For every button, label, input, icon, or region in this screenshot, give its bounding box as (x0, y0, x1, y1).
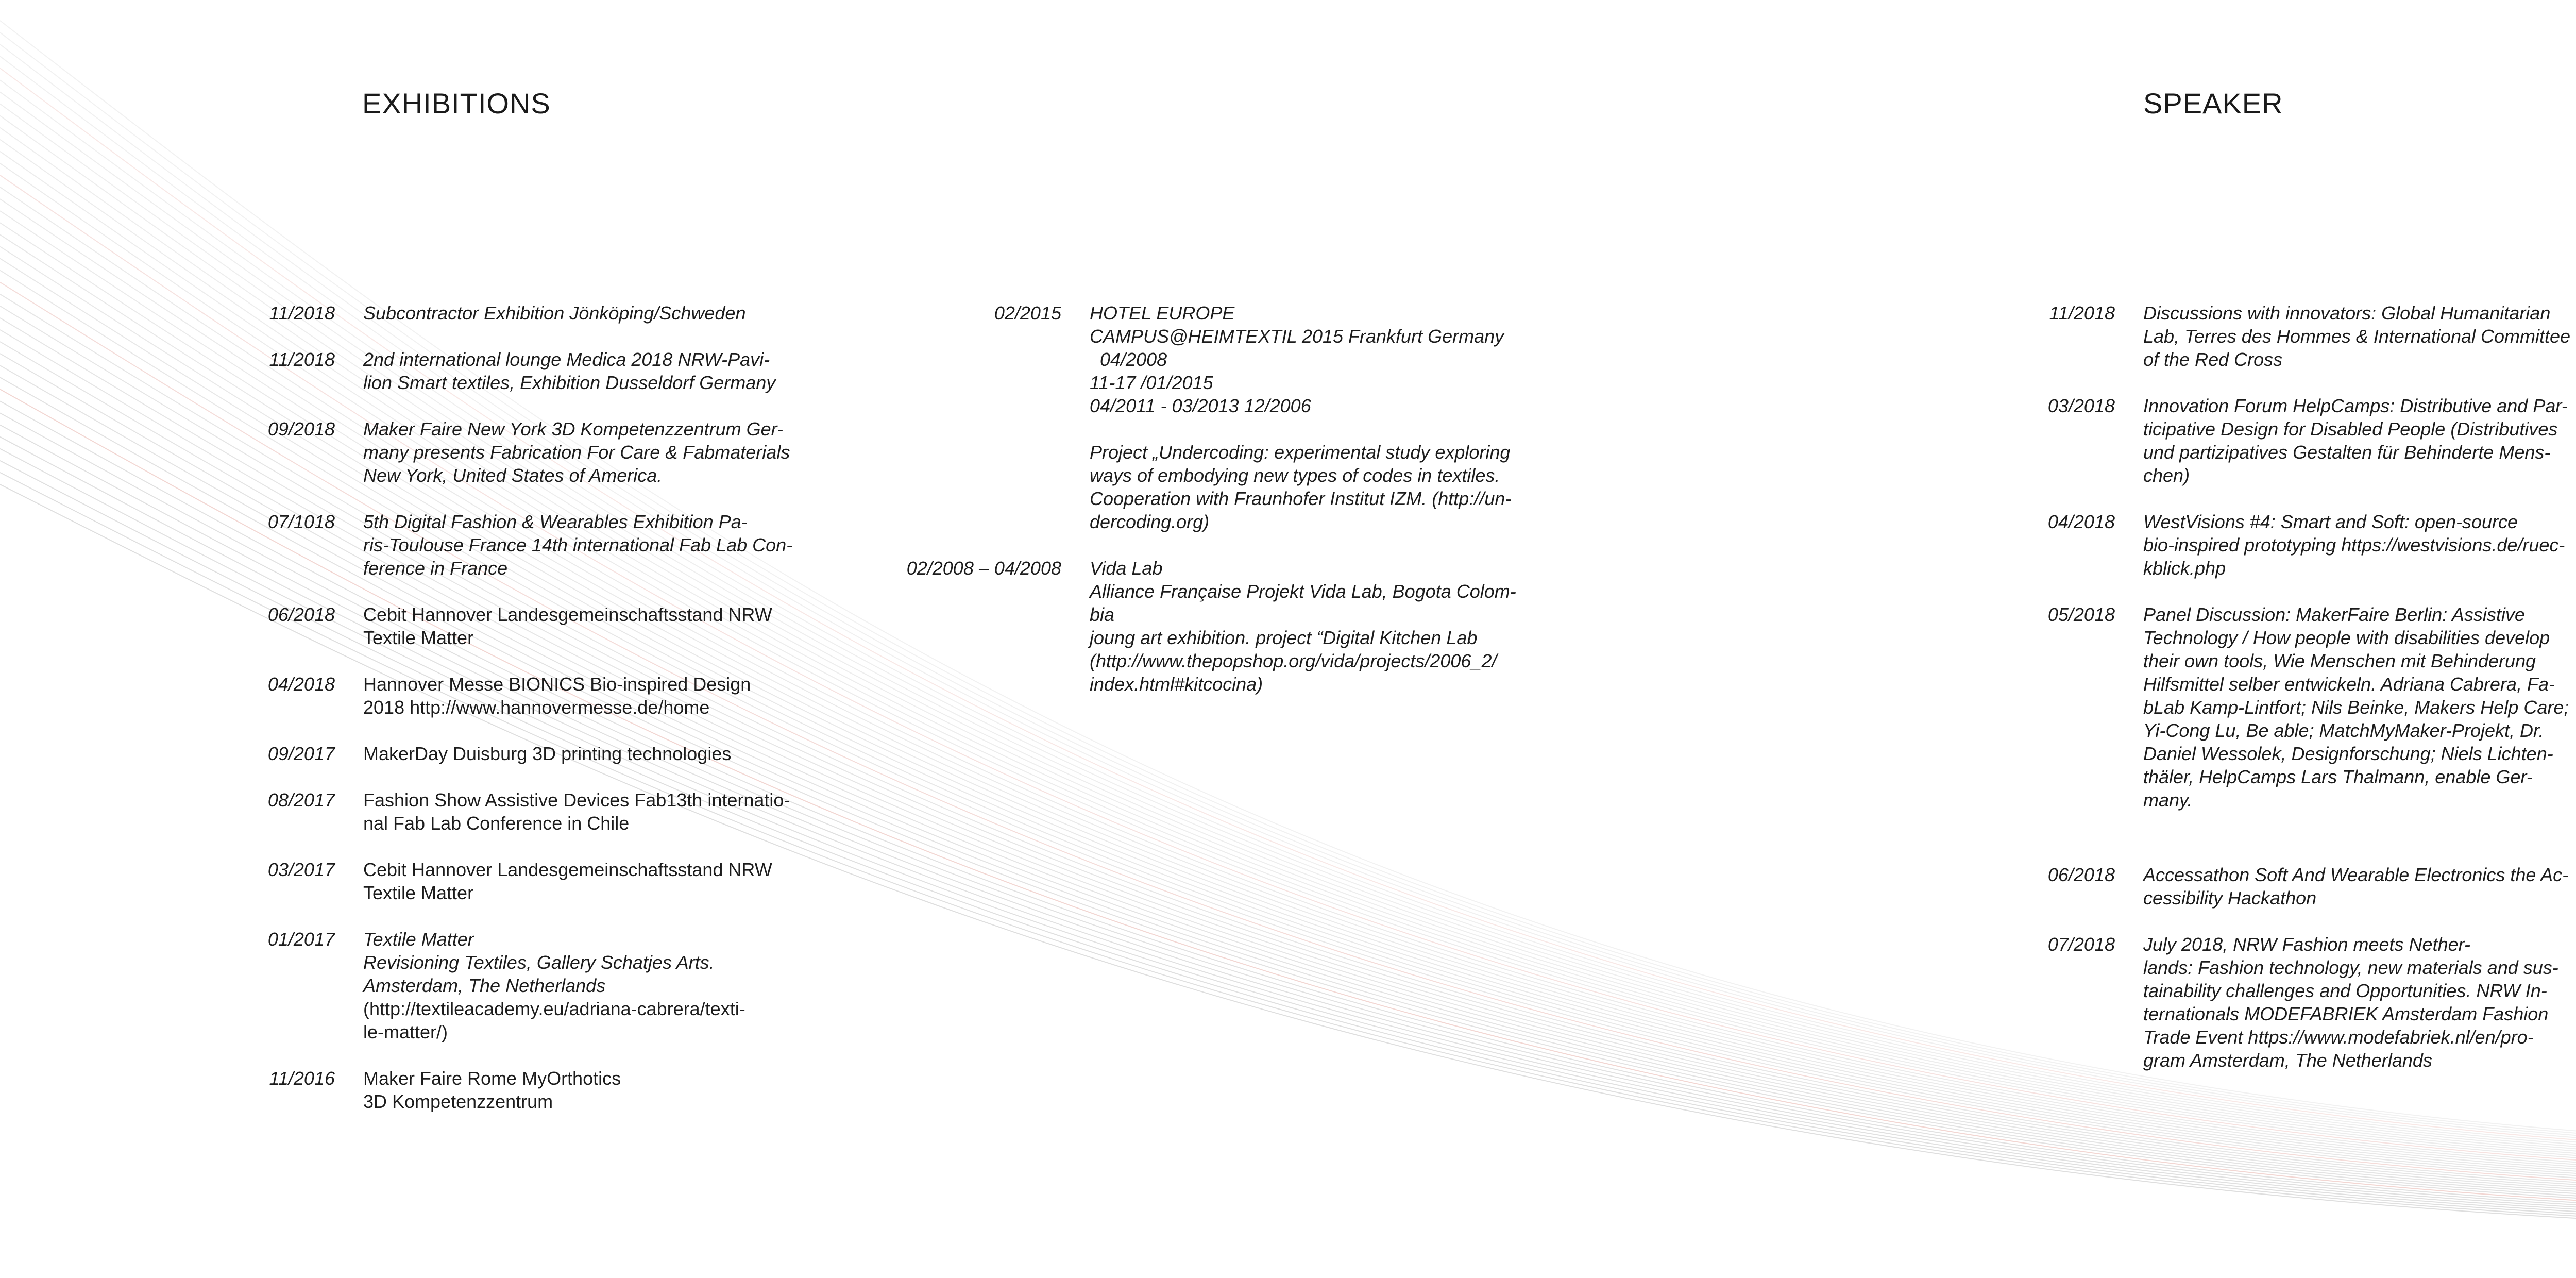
entry-line: Innovation Forum HelpCamps: Distributive and Par- (2143, 395, 2568, 416)
entry-line: Subcontractor Exhibition Jönköping/Schweden (363, 302, 746, 324)
entry-line: Maker Faire New York 3D Kompetenzzentrum Ger- (363, 418, 783, 440)
entry-line: ticipative Design for Disabled People (Distributives (2143, 418, 2558, 440)
entry-line: WestVisions #4: Smart and Soft: open-source (2143, 511, 2518, 532)
entry-description (2143, 933, 2576, 1072)
entry-line: (http://www.thepopshop.org/vida/projects/2006_2/ (1090, 650, 1497, 671)
list-item (247, 858, 806, 904)
entry-line: Maker Faire Rome MyOrthotics (363, 1068, 621, 1089)
list-item (247, 301, 806, 325)
exhibitions-list-left (247, 301, 806, 1136)
entry-description (363, 858, 806, 904)
entry-line: Revisioning Textiles, Gallery Schatjes Arts. (363, 952, 715, 973)
entry-line (1090, 417, 1533, 441)
entry-description (2143, 603, 2576, 812)
entry-line: ris-Toulouse France 14th international Fab Lab Con- (363, 534, 793, 556)
list-item (2025, 933, 2576, 1072)
entry-date: 07/1018 (267, 511, 335, 532)
list-item (247, 417, 806, 487)
entry-line: Technology / How people with disabilities develop (2143, 627, 2550, 648)
entry-line: und partizipatives Gestalten für Behinderte Mens- (2143, 442, 2551, 463)
list-item (247, 672, 806, 719)
entry-date: 09/2018 (267, 418, 335, 440)
entry-description (2143, 394, 2576, 487)
entry-line: CAMPUS@HEIMTEXTIL 2015 Frankfurt Germany (1090, 326, 1504, 347)
entry-line: 04/2008 (1090, 349, 1167, 370)
entry-line: 2nd international lounge Medica 2018 NRW-Pavi- (363, 349, 770, 370)
entry-line: Cebit Hannover Landesgemeinschaftsstand NRW (363, 859, 772, 880)
entry-line: cessibility Hackathon (2143, 887, 2317, 909)
entry-line: lion Smart textiles, Exhibition Dusseldorf Germany (363, 372, 776, 393)
entry-line: Alliance Française Projekt Vida Lab, Bogota Colom- (1090, 581, 1516, 602)
entry-date: 03/2017 (267, 859, 335, 880)
entry-line: Textile Matter (363, 929, 474, 950)
entry-description (363, 301, 806, 325)
list-item (247, 742, 806, 765)
entry-description (2143, 863, 2576, 910)
entry-line: many. (2143, 789, 2193, 811)
entry-line: Yi-Cong Lu, Be able; MatchMyMaker-Projekt, Dr. (2143, 720, 2544, 741)
entry-line: many presents Fabrication For Care & Fabmaterials (363, 442, 790, 463)
entry-line: their own tools, Wie Menschen mit Behinderung (2143, 650, 2536, 671)
entry-line: le-matter/) (363, 1021, 448, 1042)
entry-description (363, 510, 806, 580)
entry-line: chen) (2143, 465, 2190, 486)
entry-description (363, 672, 806, 719)
entry-description (1090, 557, 1533, 696)
speaker-heading: SPEAKER (2143, 87, 2283, 120)
entry-line: thäler, HelpCamps Lars Thalmann, enable Ger- (2143, 766, 2533, 787)
entry-line: Cooperation with Fraunhofer Institut IZM. (http://un- (1090, 488, 1512, 509)
list-item (247, 603, 806, 649)
entry-description (2143, 301, 2576, 371)
entry-line: (http://textileacademy.eu/adriana-cabrera/texti- (363, 998, 745, 1019)
entry-description (363, 348, 806, 394)
entry-line: lands: Fashion technology, new materials and sus- (2143, 957, 2558, 978)
entry-date: 08/2017 (267, 789, 335, 811)
entry-date: 07/2018 (2047, 934, 2115, 955)
list-item (2025, 394, 2576, 487)
entry-date: 11/2018 (2049, 302, 2115, 324)
entry-description (363, 788, 806, 835)
entry-date: 11/2016 (269, 1068, 335, 1089)
entry-description (363, 417, 806, 487)
entry-date: 06/2018 (2047, 864, 2115, 885)
entry-description (2143, 510, 2576, 580)
entry-date: 09/2017 (267, 743, 335, 764)
list-item (247, 510, 806, 580)
entry-date: 04/2018 (267, 674, 335, 695)
entry-description (363, 928, 806, 1044)
list-item (247, 788, 806, 835)
entry-line: Panel Discussion: MakerFaire Berlin: Assistive (2143, 604, 2525, 625)
speaker-list-left (2025, 301, 2576, 1095)
list-item (2025, 301, 2576, 371)
entry-line: July 2018, NRW Fashion meets Nether- (2143, 934, 2470, 955)
entry-line: 3D Kompetenzzentrum (363, 1091, 553, 1112)
entry-line: gram Amsterdam, The Netherlands (2143, 1050, 2432, 1071)
entry-date: 11/2018 (269, 302, 335, 324)
entry-line: 5th Digital Fashion & Wearables Exhibition Pa- (363, 511, 748, 532)
entry-line: bio-inspired prototyping https://westvisions.de/ruec- (2143, 534, 2565, 556)
entry-date: 05/2018 (2047, 604, 2115, 625)
entry-line: HOTEL EUROPE (1090, 302, 1235, 324)
entry-line: kblick.php (2143, 558, 2226, 579)
entry-line: Cebit Hannover Landesgemeinschaftsstand NRW (363, 604, 772, 625)
entry-line: Project „Undercoding: experimental study exploring (1090, 442, 1511, 463)
entry-line: Lab, Terres des Hommes & International Committee (2143, 326, 2571, 347)
list-item (2025, 510, 2576, 580)
list-item (886, 301, 1533, 533)
list-item (247, 928, 806, 1044)
entry-line: Amsterdam, The Netherlands (363, 975, 606, 996)
entry-line: 11-17 /01/2015 (1090, 372, 1213, 393)
entry-line: Textile Matter (363, 627, 474, 648)
list-item (247, 348, 806, 394)
entry-line: nal Fab Lab Conference in Chile (363, 813, 630, 834)
entry-line: bLab Kamp-Lintfort; Nils Beinke, Makers Help Care; (2143, 697, 2569, 718)
entry-line: Hilfsmittel selber entwickeln. Adriana Cabrera, Fa- (2143, 674, 2555, 695)
list-item (2025, 603, 2576, 812)
entry-line: joung art exhibition. project “Digital Kitchen Lab (1090, 627, 1478, 648)
exhibitions-heading: EXHIBITIONS (362, 87, 551, 120)
entry-line: of the Red Cross (2143, 349, 2283, 370)
list-item (2025, 863, 2576, 910)
entry-line: MakerDay Duisburg 3D printing technologies (363, 743, 732, 764)
entry-line: New York, United States of America. (363, 465, 663, 486)
list-item (247, 1067, 806, 1113)
entry-description (1090, 301, 1533, 533)
entry-line: Accessathon Soft And Wearable Electronics the Ac- (2143, 864, 2569, 885)
entry-line: bia (1090, 604, 1115, 625)
entry-description (363, 742, 806, 765)
entry-description (363, 1067, 806, 1113)
entry-date: 02/2015 (994, 302, 1061, 324)
entry-line: ference in France (363, 558, 508, 579)
entry-line: Fashion Show Assistive Devices Fab13th internatio- (363, 789, 790, 811)
entry-line: Trade Event https://www.modefabriek.nl/en/pro- (2143, 1027, 2534, 1048)
entry-date: 03/2018 (2047, 395, 2115, 416)
entry-line: ways of embodying new types of codes in textiles. (1090, 465, 1500, 486)
entry-description (363, 603, 806, 649)
entry-date: 06/2018 (267, 604, 335, 625)
list-item (886, 557, 1533, 696)
exhibitions-list-right (886, 301, 1533, 719)
entry-date: 11/2018 (269, 349, 335, 370)
entry-line: tainability challenges and Opportunities. NRW In- (2143, 980, 2547, 1001)
entry-date: 04/2018 (2047, 511, 2115, 532)
entry-date: 01/2017 (267, 929, 335, 950)
entry-line: index.html#kitcocina) (1090, 674, 1263, 695)
entry-line: Vida Lab (1090, 558, 1163, 579)
entry-line: 2018 http://www.hannovermesse.de/home (363, 697, 710, 718)
entry-line: ternationals MODEFABRIEK Amsterdam Fashion (2143, 1003, 2549, 1024)
entry-line: Textile Matter (363, 882, 474, 903)
entry-line: Discussions with innovators: Global Humanitarian (2143, 302, 2551, 324)
entry-line: Daniel Wessolek, Designforschung; Niels Lichten- (2143, 743, 2553, 764)
entry-line: 04/2011 - 03/2013 12/2006 (1090, 395, 1311, 416)
entry-date: 02/2008 – 04/2008 (906, 558, 1061, 579)
entry-line: dercoding.org) (1090, 511, 1210, 532)
entry-line: Hannover Messe BIONICS Bio-inspired Design (363, 674, 751, 695)
